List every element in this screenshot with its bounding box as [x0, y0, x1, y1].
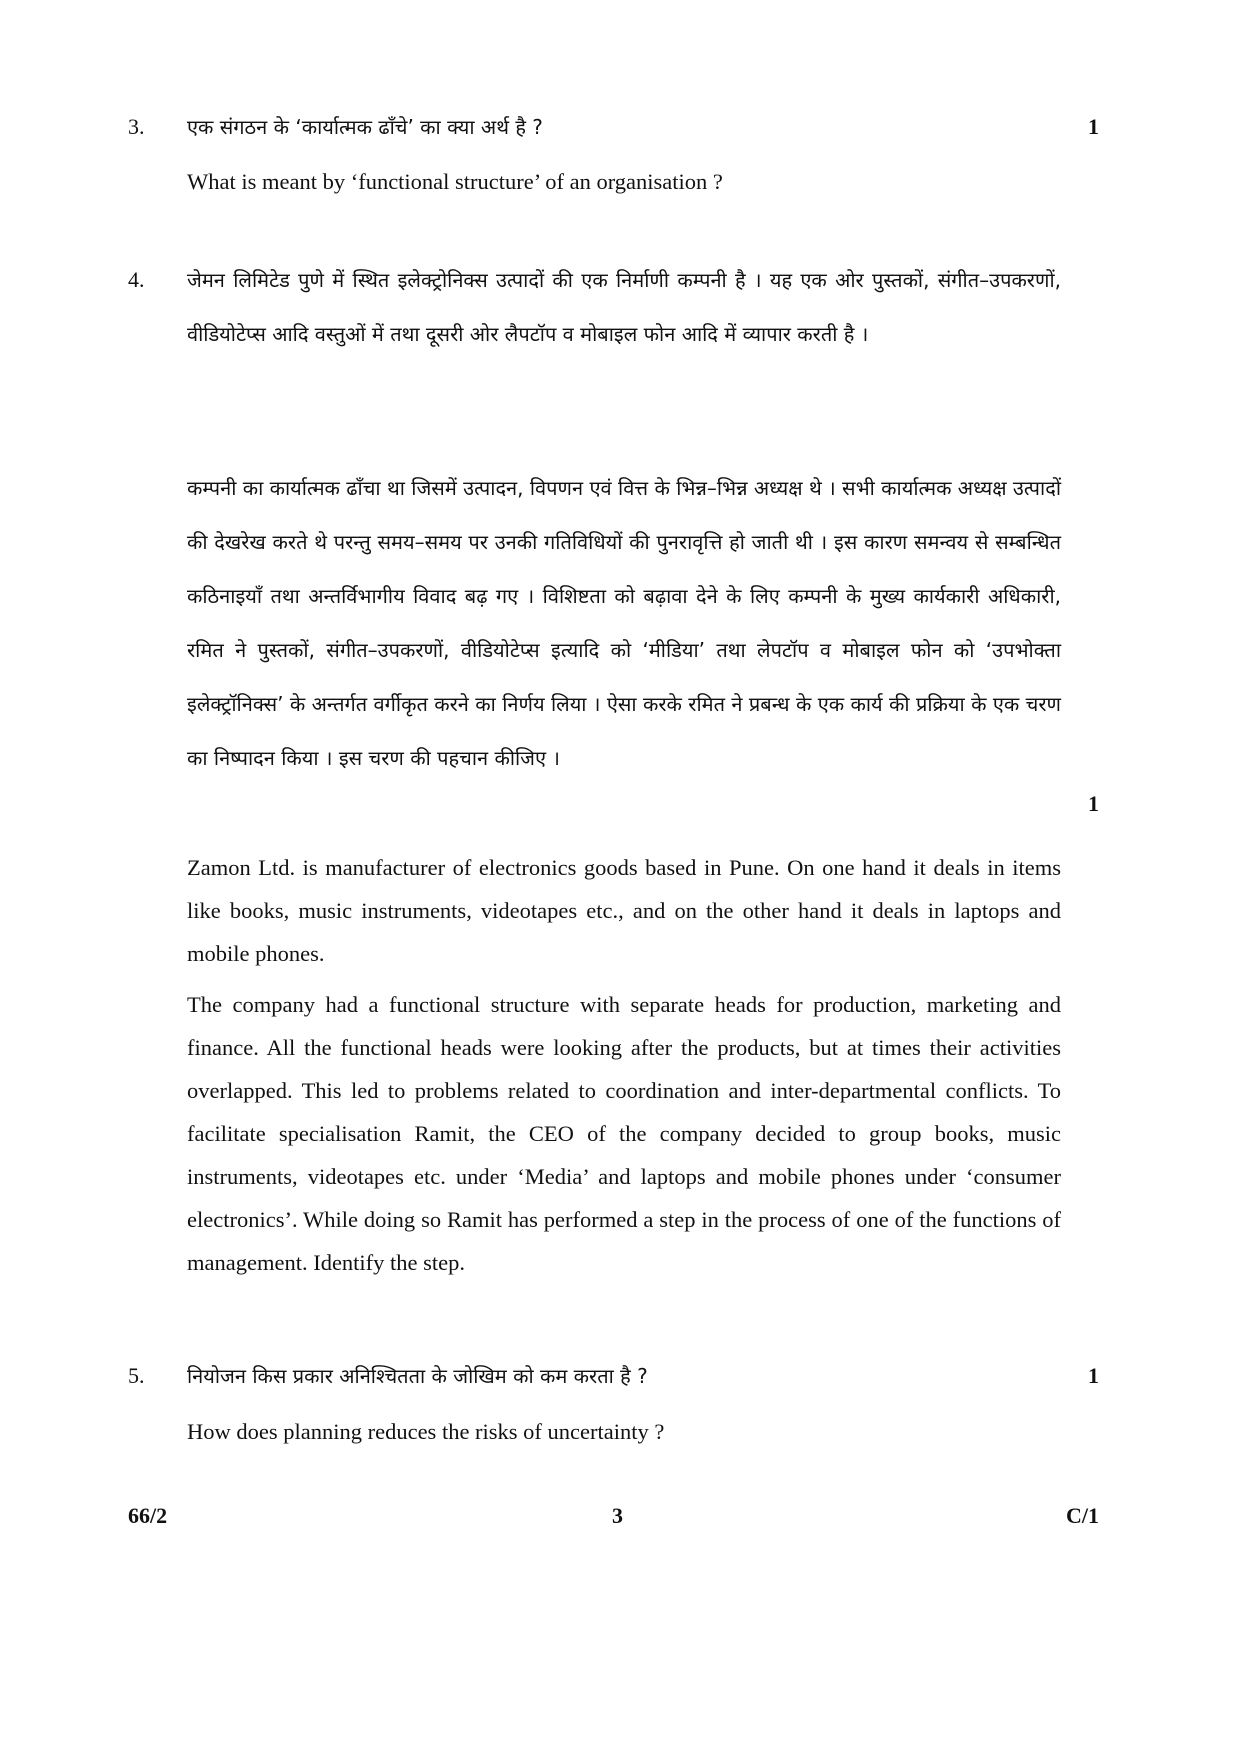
- question-4-english-intro: Zamon Ltd. is manufacturer of electronics goods based in Pune. On one hand it deals in items like books, music instruments, videotapes etc., and on the other hand it deals in laptops and mobile phones.: [187, 855, 1061, 966]
- question-3: [187, 113, 1061, 141]
- question-5: [187, 1362, 1061, 1390]
- question-5-english: How does planning reduces the risks of uncertainty ?: [187, 1419, 665, 1444]
- question-4-marks: 1: [1088, 791, 1099, 816]
- question-3-english: What is meant by ‘functional structure’ of an organisation ?: [187, 169, 723, 194]
- question-4-english-body-block: [187, 983, 1061, 1284]
- question-4-hindi-body-block: [187, 461, 1061, 785]
- question-3-marks: 1: [1088, 114, 1099, 139]
- footer-set-code: C/1: [1066, 1503, 1099, 1528]
- question-4-hindi-body: कम्पनी का कार्यात्मक ढाँचा था जिसमें उत्पादन, विपणन एवं वित्त के भिन्न–भिन्न अध्यक्ष थे । सभी कार्यात्मक अध्यक्ष उत्पादों की देखरेख करते थे परन्तु समय–समय पर उनकी गतिविधियों की पुनरावृत्ति हो जाती थी । इस कारण समन्वय से सम्बन्धित कठिनाइयाँ तथा अन्तर्विभागीय विवाद बढ़ गए । विशिष्टता को बढ़ावा देने के लिए कम्पनी के मुख्य कार्यकारी अधिकारी, रमित ने पुस्तकों, संगीत–उपकरणों, वीडियोटेप्स इत्यादि को ‘मीडिया’ तथा लेपटॉप व मोबाइल फोन को ‘उपभोक्ता इलेक्ट्रॉनिक्स’ के अन्तर्गत वर्गीकृत करने का निर्णय लिया । ऐसा करके रमित ने प्रबन्ध के एक कार्य की प्रक्रिया के एक चरण का निष्पादन किया । इस चरण की पहचान कीजिए ।: [187, 476, 1061, 770]
- question-5-hindi: नियोजन किस प्रकार अनिश्चितता के जोखिम को कम करता है ?: [187, 1364, 648, 1388]
- question-4-english-body: The company had a functional structure with separate heads for production, marketing and finance. All the functional heads were looking after the products, but at times their activities overlapped. This led to problems related to coordination and inter-departmental conflicts. To facilitate specialisation Ramit, the CEO of the company decided to group books, music instruments, videotapes etc. under ‘Media’ and laptops and mobile phones under ‘consumer electronics’. While doing so Ramit has performed a step in the process of one of the functions of management. Identify the step.: [187, 992, 1061, 1275]
- question-5-number: 5.: [128, 1363, 145, 1388]
- question-4-hindi-intro: जेमन लिमिटेड पुणे में स्थित इलेक्ट्रोनिक्स उत्पादों की एक निर्माणी कम्पनी है । यह एक ओर पुस्तकों, संगीत–उपकरणों, वीडियोटेप्स आदि वस्तुओं में तथा दूसरी ओर लैपटॉप व मोबाइल फोन आदि में व्यापार करती है ।: [187, 268, 1061, 346]
- question-3-english-block: [187, 168, 1061, 196]
- question-3-hindi: एक संगठन के ‘कार्यात्मक ढाँचे’ का क्या अर्थ है ?: [187, 115, 543, 139]
- question-4-hindi-intro-block: [187, 253, 1061, 361]
- footer-paper-code: 66/2: [128, 1503, 168, 1528]
- question-3-number: 3.: [128, 114, 145, 139]
- footer-page-number: 3: [612, 1503, 623, 1528]
- question-4-english-intro-block: [187, 846, 1061, 975]
- question-4-number: 4.: [128, 267, 145, 292]
- question-5-english-block: [187, 1418, 1061, 1446]
- question-5-marks: 1: [1088, 1363, 1099, 1388]
